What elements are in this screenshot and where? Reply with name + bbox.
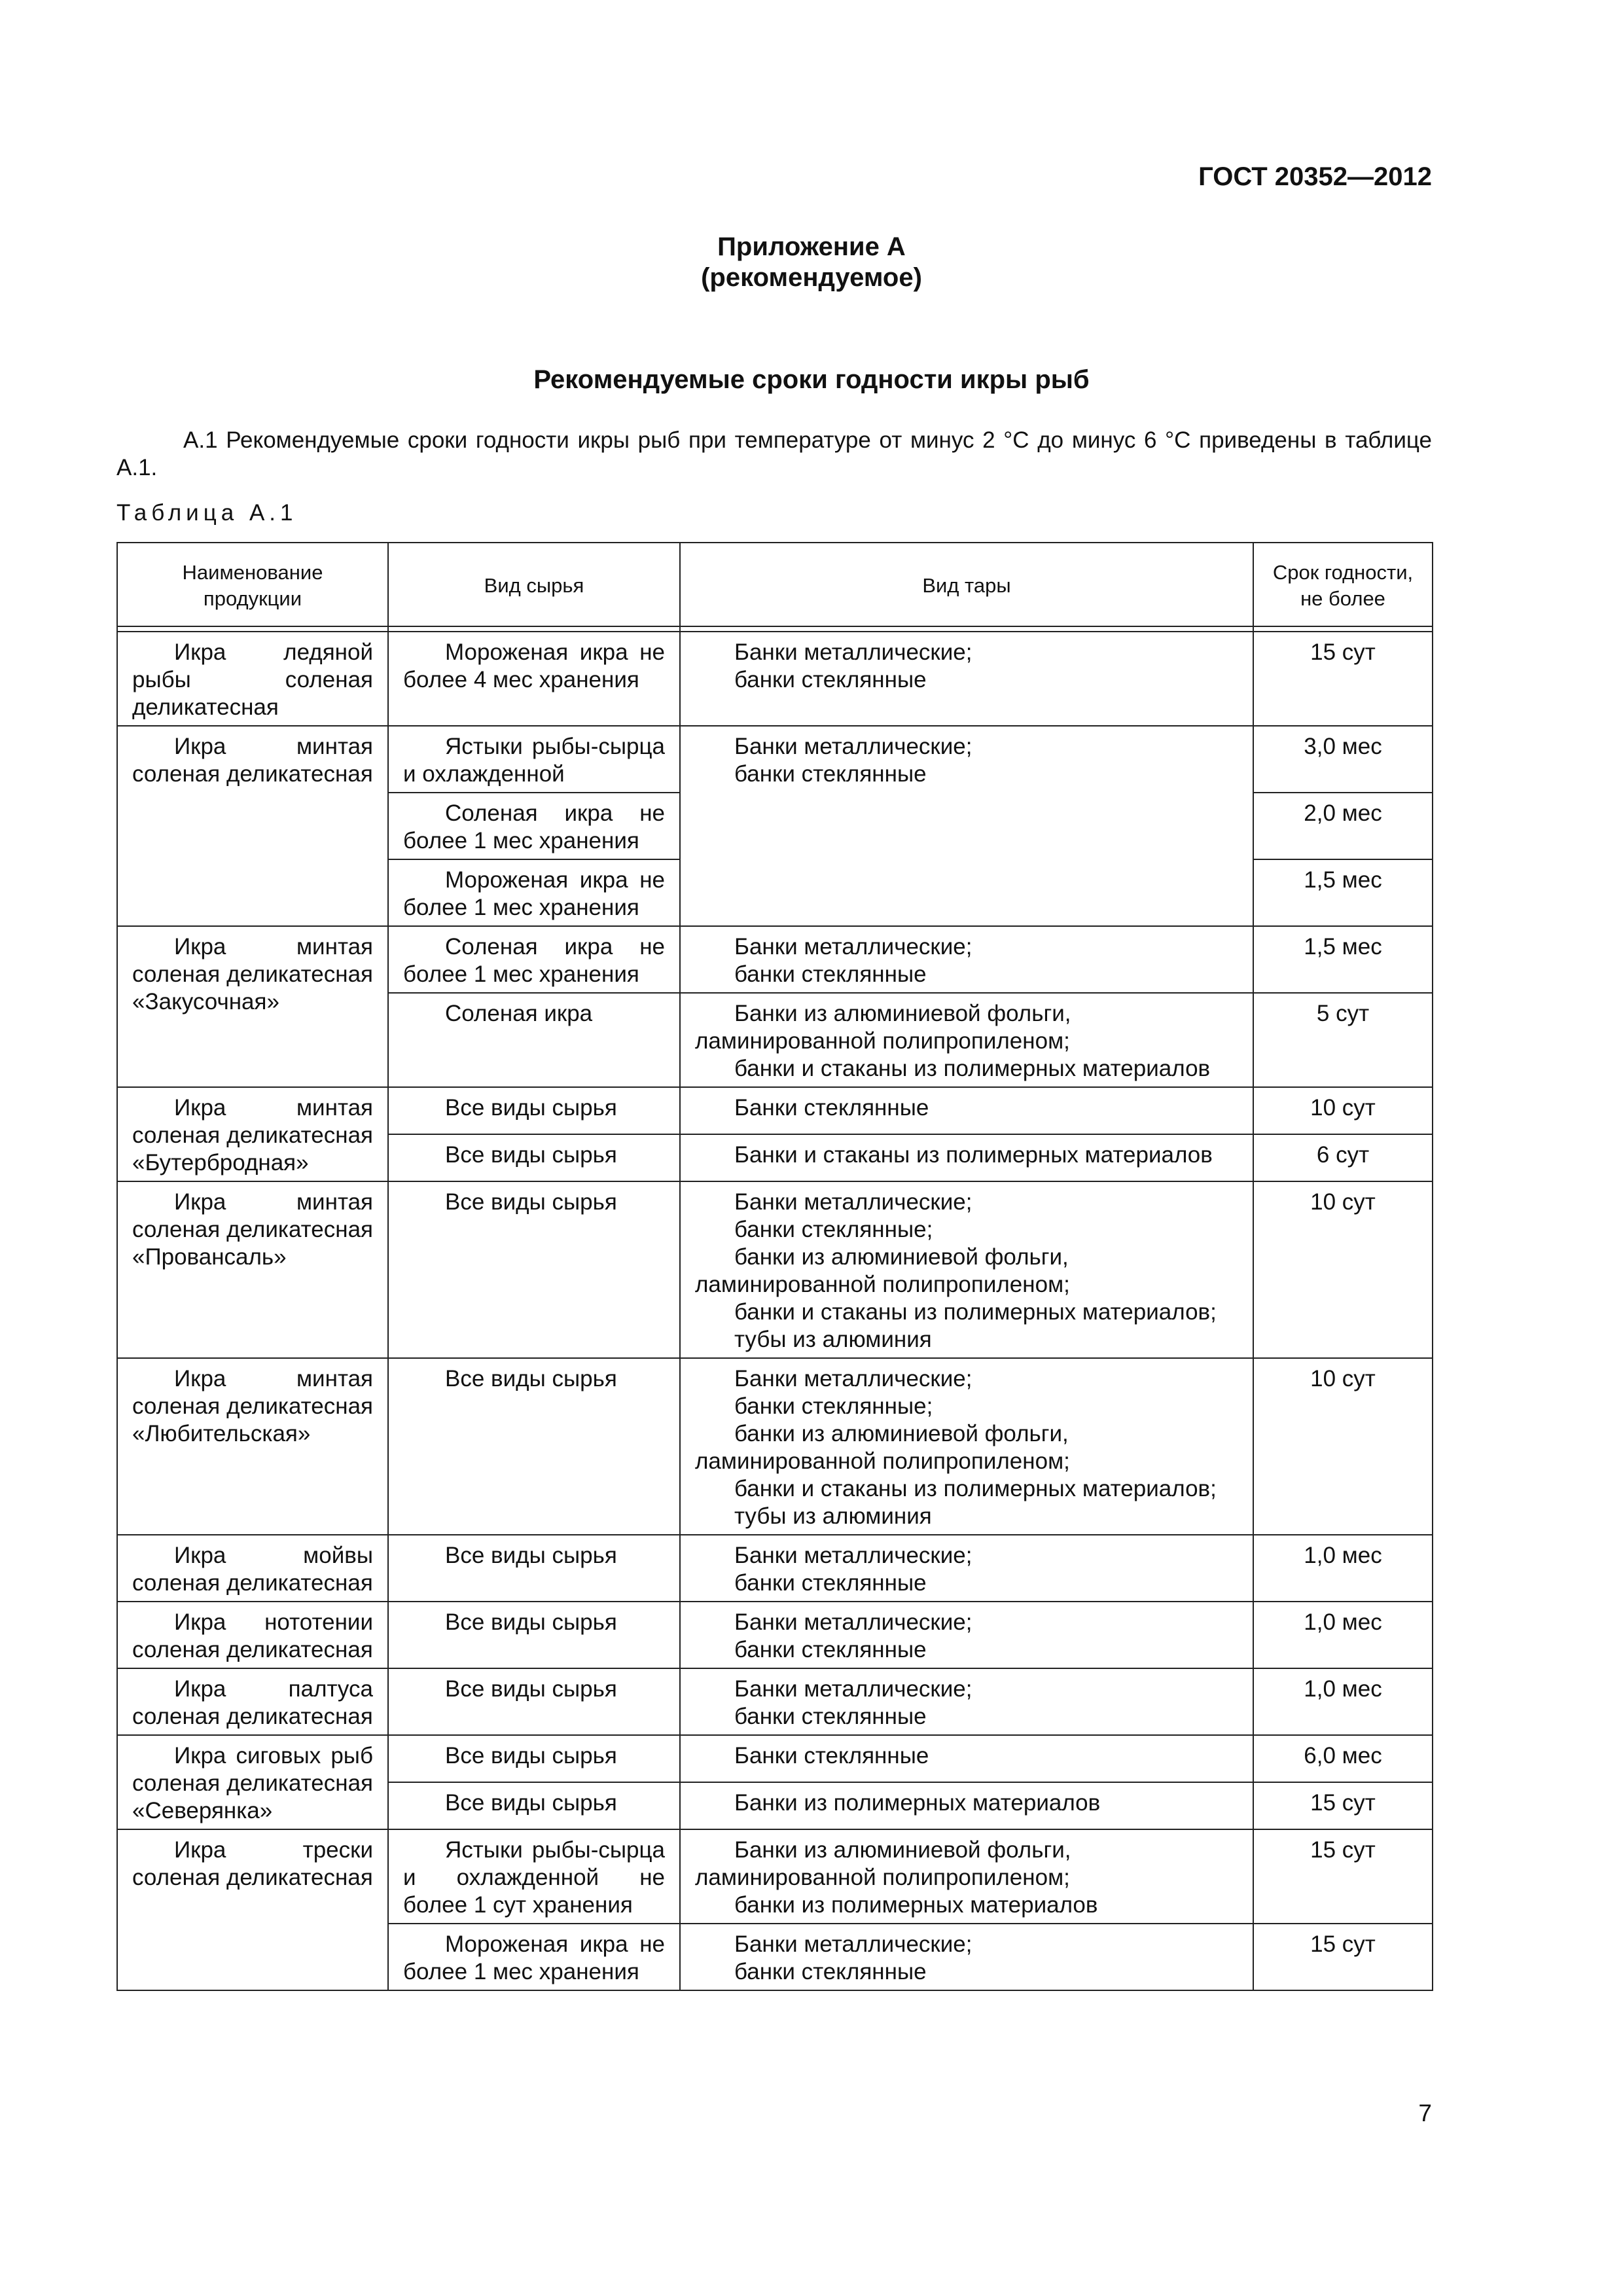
header-product: Наименование продукции <box>117 543 388 626</box>
cell-term: 15 сут <box>1253 1782 1433 1829</box>
annex-type: (рекомендуемое) <box>701 263 922 292</box>
table-row <box>117 726 1433 793</box>
cell-pack: Банки и стаканы из полимерных материалов <box>680 1134 1253 1181</box>
cell-pack: Банки из алюминиевой фольги, ламинированной полипропиленом; банки и стаканы из полимерных материалов <box>680 993 1253 1087</box>
cell-product: Икра мойвы соленая деликатесная <box>117 1535 388 1602</box>
cell-term: 6,0 мес <box>1253 1735 1433 1782</box>
header-term: Срок годности, не более <box>1253 543 1433 626</box>
cell-raw: Мороженая икра не более 1 мес хранения <box>388 1924 680 1990</box>
cell-product: Икра минтая соленая деликатесная «Закусочная» <box>117 926 388 1087</box>
cell-raw: Все виды сырья <box>388 1181 680 1358</box>
table-row <box>117 1181 1433 1358</box>
cell-term: 10 сут <box>1253 1358 1433 1535</box>
cell-term: 15 сут <box>1253 632 1433 726</box>
cell-pack: Банки из полимерных материалов <box>680 1782 1253 1829</box>
cell-term: 6 сут <box>1253 1134 1433 1181</box>
cell-term: 15 сут <box>1253 1924 1433 1990</box>
cell-product: Икра минтая соленая деликатесная «Любительская» <box>117 1358 388 1535</box>
cell-term: 1,0 мес <box>1253 1602 1433 1668</box>
cell-product: Икра нототении соленая деликатесная <box>117 1602 388 1668</box>
header-pack: Вид тары <box>680 543 1253 626</box>
cell-term: 3,0 мес <box>1253 726 1433 793</box>
cell-product: Икра палтуса соленая деликатесная <box>117 1668 388 1735</box>
table-row <box>117 1087 1433 1134</box>
cell-term: 1,5 мес <box>1253 926 1433 993</box>
cell-raw: Все виды сырья <box>388 1535 680 1602</box>
cell-pack: Банки металлические; банки стеклянные <box>680 1668 1253 1735</box>
table-row <box>117 1668 1433 1735</box>
table-header-row <box>117 543 1433 626</box>
cell-raw: Соленая икра не более 1 мес хранения <box>388 926 680 993</box>
table-row <box>117 1602 1433 1668</box>
cell-pack: Банки стеклянные <box>680 1087 1253 1134</box>
cell-raw: Все виды сырья <box>388 1087 680 1134</box>
cell-raw: Ястыки рыбы-сырца и охлажденной не более 1 сут хранения <box>388 1829 680 1924</box>
cell-pack: Банки металлические; банки стеклянные <box>680 632 1253 726</box>
table-caption: Таблица А.1 <box>116 500 298 526</box>
intro-paragraph: А.1 Рекомендуемые сроки годности икры рыб при температуре от минус 2 °С до минус 6 °С приведены в таблице А.1. <box>116 427 1432 480</box>
table-row <box>117 926 1433 993</box>
cell-raw: Соленая икра не более 1 мес хранения <box>388 793 680 859</box>
cell-pack: Банки из алюминиевой фольги, ламинированной полипропиленом; банки из полимерных материалов <box>680 1829 1253 1924</box>
cell-raw: Все виды сырья <box>388 1134 680 1181</box>
cell-product: Икра минтая соленая деликатесная «Провансаль» <box>117 1181 388 1358</box>
standard-number: ГОСТ 20352—2012 <box>1198 162 1432 191</box>
cell-pack: Банки металлические; банки стеклянные <box>680 726 1253 926</box>
cell-raw: Все виды сырья <box>388 1668 680 1735</box>
cell-product: Икра трески соленая деликатесная <box>117 1829 388 1990</box>
cell-raw: Ястыки рыбы-сырца и охлажденной <box>388 726 680 793</box>
cell-product: Икра сиговых рыб соленая деликатесная «Северянка» <box>117 1735 388 1829</box>
cell-raw: Мороженая икра не более 1 мес хранения <box>388 859 680 926</box>
section-title: Рекомендуемые сроки годности икры рыб <box>533 365 1090 394</box>
cell-term: 5 сут <box>1253 993 1433 1087</box>
cell-product: Икра ледяной рыбы соленая деликатесная <box>117 632 388 726</box>
header-separator <box>117 626 1433 632</box>
table-row <box>117 1829 1433 1924</box>
cell-pack: Банки металлические; банки стеклянные <box>680 1535 1253 1602</box>
header-raw: Вид сырья <box>388 543 680 626</box>
cell-term: 1,0 мес <box>1253 1535 1433 1602</box>
cell-term: 1,5 мес <box>1253 859 1433 926</box>
shelf-life-table <box>116 542 1433 1991</box>
cell-pack: Банки металлические; банки стеклянные; банки из алюминиевой фольги, ламинированной полипропиленом; банки и стаканы из полимерных материалов; тубы из алюминия <box>680 1358 1253 1535</box>
cell-term: 1,0 мес <box>1253 1668 1433 1735</box>
cell-raw: Мороженая икра не более 4 мес хранения <box>388 632 680 726</box>
cell-term: 10 сут <box>1253 1181 1433 1358</box>
cell-pack: Банки металлические; банки стеклянные <box>680 1602 1253 1668</box>
table-row <box>117 1358 1433 1535</box>
table-row <box>117 632 1433 726</box>
cell-product: Икра минтая соленая деликатесная «Бутербродная» <box>117 1087 388 1181</box>
cell-pack: Банки стеклянные <box>680 1735 1253 1782</box>
cell-term: 2,0 мес <box>1253 793 1433 859</box>
table-row <box>117 1735 1433 1782</box>
cell-term: 10 сут <box>1253 1087 1433 1134</box>
cell-pack: Банки металлические; банки стеклянные; банки из алюминиевой фольги, ламинированной полипропиленом; банки и стаканы из полимерных материалов; тубы из алюминия <box>680 1181 1253 1358</box>
cell-raw: Соленая икра <box>388 993 680 1087</box>
cell-product: Икра минтая соленая деликатесная <box>117 726 388 926</box>
annex-title: Приложение А <box>717 232 906 261</box>
cell-raw: Все виды сырья <box>388 1358 680 1535</box>
cell-raw: Все виды сырья <box>388 1782 680 1829</box>
page-number: 7 <box>1418 2100 1432 2126</box>
table-row <box>117 1535 1433 1602</box>
cell-pack: Банки металлические; банки стеклянные <box>680 926 1253 993</box>
cell-pack: Банки металлические; банки стеклянные <box>680 1924 1253 1990</box>
cell-raw: Все виды сырья <box>388 1735 680 1782</box>
cell-raw: Все виды сырья <box>388 1602 680 1668</box>
cell-term: 15 сут <box>1253 1829 1433 1924</box>
